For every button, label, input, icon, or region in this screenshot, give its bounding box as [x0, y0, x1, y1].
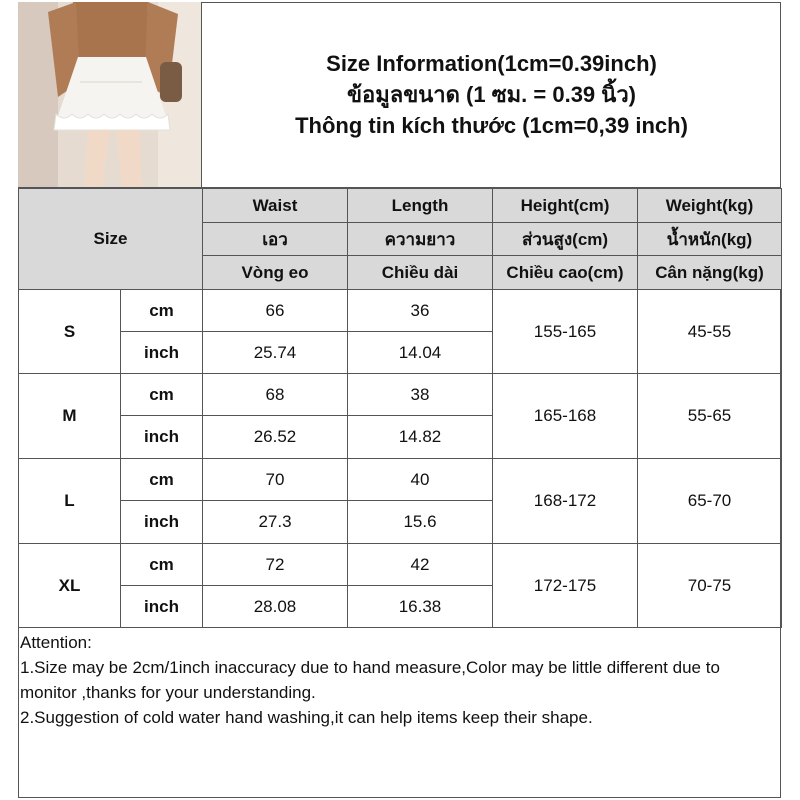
- height-header-th: ส่วนสูง(cm): [493, 223, 638, 256]
- length-header-th: ความยาว: [348, 223, 493, 256]
- size-xl-label: XL: [19, 544, 121, 628]
- size-m-height: 165-168: [493, 374, 638, 459]
- table-row: [19, 374, 782, 416]
- size-xl-height: 172-175: [493, 544, 638, 628]
- unit-cm-label: cm: [121, 459, 203, 501]
- size-information-header: [202, 2, 781, 188]
- size-l-length-inch: 15.6: [348, 501, 493, 544]
- skirt-model-image: [18, 2, 202, 188]
- unit-inch-label: inch: [121, 332, 203, 374]
- table-row: [19, 459, 782, 501]
- size-l-label: L: [19, 459, 121, 544]
- attention-title: Attention:: [20, 633, 92, 652]
- size-l-height: 168-172: [493, 459, 638, 544]
- size-s-waist-inch: 25.74: [203, 332, 348, 374]
- size-l-waist-inch: 27.3: [203, 501, 348, 544]
- height-header-en: Height(cm): [493, 189, 638, 223]
- weight-header-th: น้ำหนัก(kg): [638, 223, 782, 256]
- size-s-waist-cm: 66: [203, 290, 348, 332]
- length-header-vi: Chiều dài: [348, 256, 493, 290]
- length-header-en: Length: [348, 189, 493, 223]
- height-header-vi: Chiều cao(cm): [493, 256, 638, 290]
- waist-header-th: เอว: [203, 223, 348, 256]
- unit-cm-label: cm: [121, 544, 203, 586]
- size-column-header: Size: [19, 189, 203, 290]
- attention-note-1: 1.Size may be 2cm/1inch inaccuracy due to hand measure,Color may be little different due to monitor ,thanks for your understanding.: [20, 658, 720, 702]
- size-xl-length-cm: 42: [348, 544, 493, 586]
- size-l-length-cm: 40: [348, 459, 493, 501]
- unit-inch-label: inch: [121, 416, 203, 459]
- waist-header-en: Waist: [203, 189, 348, 223]
- size-xl-weight: 70-75: [638, 544, 782, 628]
- size-m-waist-inch: 26.52: [203, 416, 348, 459]
- size-l-waist-cm: 70: [203, 459, 348, 501]
- size-m-waist-cm: 68: [203, 374, 348, 416]
- attention-notes: [20, 630, 778, 730]
- size-s-length-cm: 36: [348, 290, 493, 332]
- table-row: [19, 290, 782, 332]
- header-line-vi: Thông tin kích thước (1cm=0,39 inch): [295, 113, 688, 138]
- header-line-en: Size Information(1cm=0.39inch): [326, 51, 657, 76]
- waist-header-vi: Vòng eo: [203, 256, 348, 290]
- size-m-length-inch: 14.82: [348, 416, 493, 459]
- size-s-length-inch: 14.04: [348, 332, 493, 374]
- size-s-weight: 45-55: [638, 290, 782, 374]
- weight-header-en: Weight(kg): [638, 189, 782, 223]
- weight-header-vi: Cân nặng(kg): [638, 256, 782, 290]
- size-s-height: 155-165: [493, 290, 638, 374]
- size-l-weight: 65-70: [638, 459, 782, 544]
- size-xl-waist-cm: 72: [203, 544, 348, 586]
- size-xl-length-inch: 16.38: [348, 586, 493, 628]
- size-m-length-cm: 38: [348, 374, 493, 416]
- size-m-weight: 55-65: [638, 374, 782, 459]
- size-s-label: S: [19, 290, 121, 374]
- unit-inch-label: inch: [121, 501, 203, 544]
- attention-note-2: 2.Suggestion of cold water hand washing,it can help items keep their shape.: [20, 708, 593, 727]
- header-line-th: ข้อมูลขนาด (1 ซม. = 0.39 นิ้ว): [346, 82, 636, 107]
- unit-cm-label: cm: [121, 290, 203, 332]
- size-m-label: M: [19, 374, 121, 459]
- size-table: [18, 188, 782, 628]
- unit-inch-label: inch: [121, 586, 203, 628]
- size-xl-waist-inch: 28.08: [203, 586, 348, 628]
- table-row: [19, 544, 782, 586]
- product-photo: [18, 2, 202, 188]
- unit-cm-label: cm: [121, 374, 203, 416]
